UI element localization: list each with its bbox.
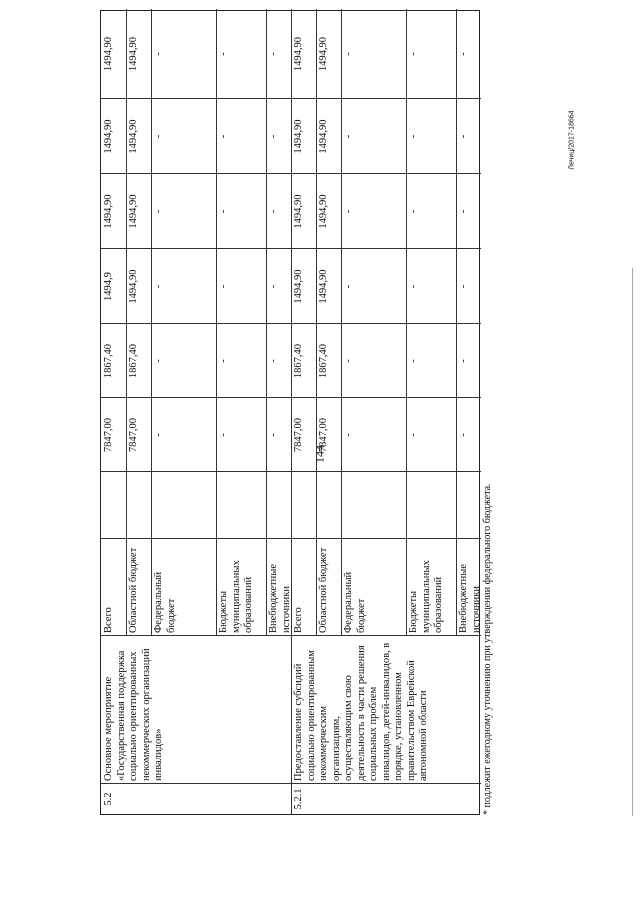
amount-cell: -: [218, 134, 229, 139]
amount-cell: -: [408, 359, 419, 363]
amount-cell: -: [153, 284, 164, 289]
rotated-page-content: [100, 10, 493, 815]
amount-cell: 1494,90: [293, 36, 304, 72]
row-number: 5.2: [103, 792, 114, 806]
amount-cell: -: [343, 209, 354, 214]
amount-cell: -: [343, 52, 354, 56]
page-edge-rule: [632, 268, 633, 816]
amount-cell: -: [218, 433, 229, 437]
funding-source: Всего: [103, 607, 114, 633]
amount-cell: -: [153, 52, 164, 56]
amount-cell: -: [408, 433, 419, 437]
amount-cell: -: [458, 134, 469, 139]
amount-cell: -: [458, 433, 469, 437]
amount-cell: 1494,90: [318, 119, 329, 154]
funding-source: Внебюджетные источники: [458, 564, 481, 633]
budget-table: [100, 10, 480, 815]
amount-cell: 1494,90: [128, 119, 139, 154]
amount-cell: -: [343, 284, 354, 289]
amount-cell: 1494,90: [293, 269, 304, 304]
amount-cell: 1494,90: [128, 269, 139, 304]
funding-source: Федеральный бюджет: [343, 571, 367, 633]
funding-source: Федеральный бюджет: [153, 571, 177, 633]
amount-cell: -: [458, 209, 469, 214]
funding-source: Бюджеты муниципальных образований: [408, 560, 444, 633]
amount-cell: -: [343, 359, 354, 363]
amount-cell: 7847,00: [103, 417, 114, 453]
amount-cell: -: [408, 209, 419, 214]
amount-cell: 1494,90: [318, 194, 329, 229]
amount-cell: -: [408, 134, 419, 139]
amount-cell: -: [268, 433, 279, 437]
amount-cell: -: [408, 52, 419, 56]
funding-source: Всего: [293, 607, 304, 633]
amount-cell: 1494,90: [293, 194, 304, 229]
amount-cell: 1867,40: [293, 343, 304, 379]
amount-cell: -: [268, 284, 279, 289]
amount-cell: -: [458, 359, 469, 363]
amount-cell: -: [343, 134, 354, 139]
amount-cell: 1867,40: [103, 343, 114, 379]
funding-source: Областной бюджет: [128, 547, 139, 633]
amount-cell: -: [268, 359, 279, 363]
amount-cell: -: [458, 284, 469, 289]
amount-cell: 1494,90: [318, 269, 329, 304]
amount-cell: -: [153, 209, 164, 214]
amount-cell: 1867,40: [128, 343, 139, 379]
funding-source: Бюджеты муниципальных образований: [218, 560, 254, 633]
document-stamp: Лечиц/2017-18664: [568, 110, 576, 170]
amount-cell: -: [218, 52, 229, 56]
amount-cell: -: [268, 209, 279, 214]
amount-cell: 1494,90: [293, 119, 304, 154]
amount-cell: 1494,90: [103, 36, 114, 72]
amount-cell: 1494,90: [103, 194, 114, 229]
amount-cell: -: [408, 284, 419, 289]
amount-cell: -: [268, 134, 279, 139]
amount-cell: 7847,00: [293, 417, 304, 453]
amount-cell: -: [153, 433, 164, 437]
amount-cell: 1494,90: [128, 194, 139, 229]
amount-cell: -: [218, 359, 229, 363]
footnote: * подлежит ежегодному уточнению при утверждении федерального бюджета.: [482, 483, 493, 815]
amount-cell: -: [218, 209, 229, 214]
measure-name: Предоставление субсидий социально ориентированным некоммерческим организациям, осуществляющим свою деятельность в части решения социальных проблем инвалидов, детей-инвалидов, в порядке, установленном правительством Еврейской автономной области: [293, 642, 429, 781]
amount-cell: 1494,90: [318, 36, 329, 72]
amount-cell: -: [153, 134, 164, 139]
page-number: 144: [312, 445, 327, 463]
funding-source: Внебюджетные источники: [268, 564, 291, 633]
measure-name: Основное мероприятие «Государственная поддержка социально ориентированных некоммерческих организаций инвалидов»: [103, 648, 164, 781]
amount-cell: 1494,90: [103, 119, 114, 154]
amount-cell: -: [343, 433, 354, 437]
amount-cell: 1867,40: [318, 343, 329, 379]
amount-cell: -: [153, 359, 164, 363]
amount-cell: -: [458, 52, 469, 56]
amount-cell: 7847,00: [128, 417, 139, 453]
amount-cell: -: [218, 284, 229, 289]
amount-cell: -: [268, 52, 279, 56]
amount-cell: 7847,00: [318, 417, 329, 453]
amount-cell: 1494,9: [103, 272, 114, 301]
amount-cell: 1494,90: [128, 36, 139, 72]
row-number: 5.2.1: [293, 788, 304, 810]
funding-source: Областной бюджет: [318, 547, 329, 633]
